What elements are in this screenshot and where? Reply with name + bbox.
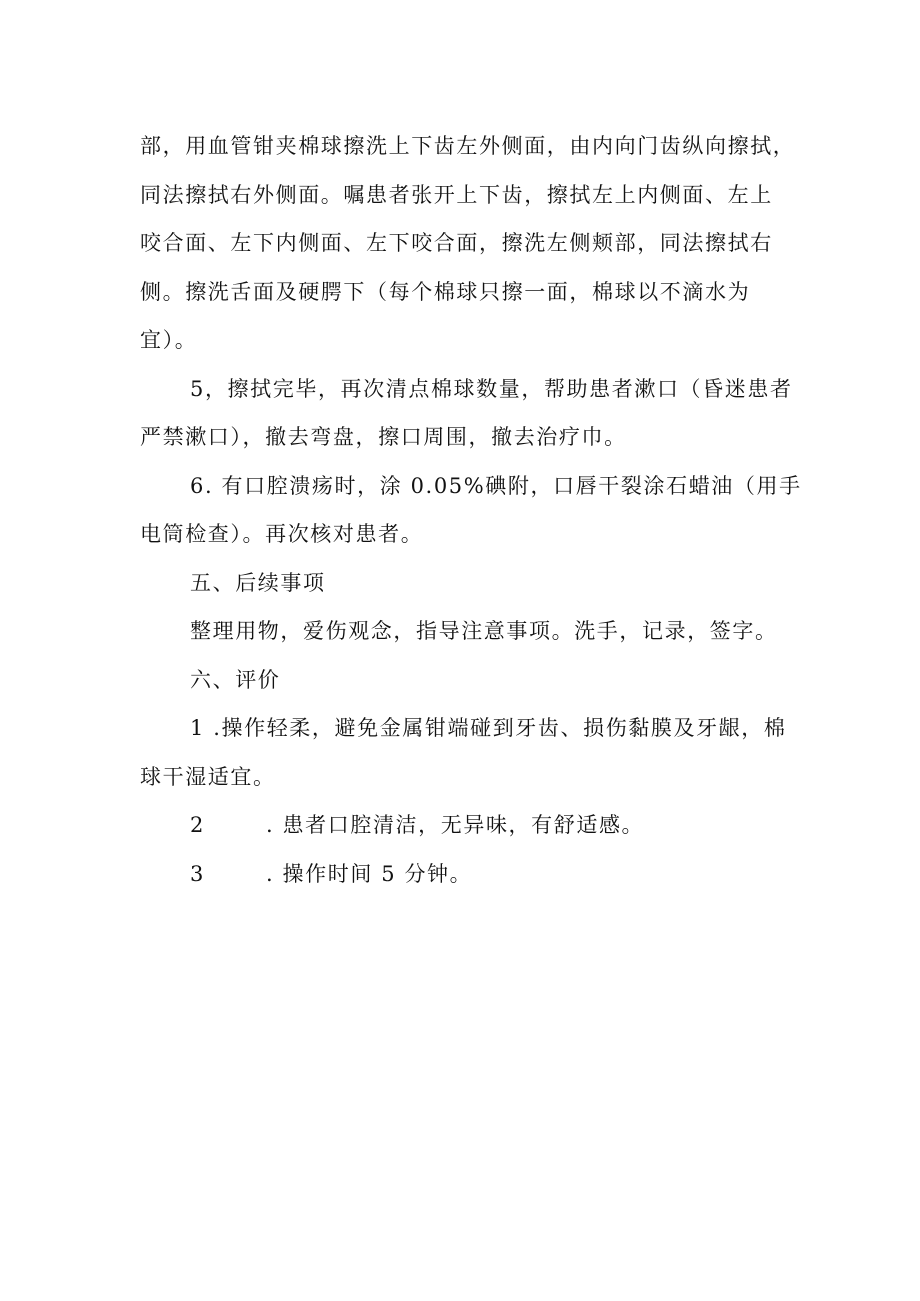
section-heading-evaluation	[140, 656, 790, 705]
list-item	[140, 850, 790, 899]
list-text: . 操作时间 5 分钟。	[266, 861, 473, 886]
text-line: 1 .操作轻柔，避免金属钳端碰到牙齿、损伤黏膜及牙龈，棉	[190, 716, 787, 740]
list-number: 3	[190, 861, 205, 886]
paragraph-follow-up	[140, 607, 790, 656]
paragraph-oral-cleaning-steps	[140, 122, 796, 365]
text-line: 宜）。	[140, 328, 198, 352]
text-line: 整理用物，爱伤观念，指导注意事项。洗手，记录，签字。	[190, 619, 778, 643]
paragraph-step-6	[140, 462, 802, 559]
text-line: 5，擦拭完毕，再次清点棉球数量，帮助患者漱口（昏迷患者	[190, 376, 793, 401]
text-line: 电筒检查）。再次核对患者。	[140, 522, 424, 546]
list-item-evaluation-2	[140, 801, 790, 850]
list-number: 2	[190, 813, 205, 837]
list-text: . 患者口腔清洁，无异味，有舒适感。	[266, 813, 645, 837]
list-item-evaluation-3	[140, 850, 790, 899]
text-line: 严禁漱口），撤去弯盘，擦口周围，撤去治疗巾。	[140, 425, 627, 449]
list-item	[140, 801, 790, 850]
text-line: 咬合面、左下内侧面、左下咬合面，擦洗左侧颊部，同法擦拭右	[140, 231, 773, 255]
text-line: 6. 有口腔溃疡时，涂 0.05%碘附，口唇干裂涂石蜡油（用手	[190, 473, 802, 498]
text-line: 同法擦拭右外侧面。嘱患者张开上下齿，擦拭左上内侧面、左上	[140, 182, 773, 207]
document-body	[140, 122, 802, 898]
section-heading-follow-up	[140, 559, 790, 608]
paragraph-evaluation-1	[140, 704, 790, 801]
text-line: 侧。擦洗舌面及硬腭下（每个棉球只擦一面，棉球以不滴水为	[140, 279, 751, 304]
paragraph-step-5	[140, 365, 793, 462]
heading-text: 五、后续事项	[190, 570, 326, 595]
heading-text: 六、评价	[190, 667, 281, 692]
text-line: 部，用血管钳夹棉球擦洗上下齿左外侧面，由内向门齿纵向擦拭，	[140, 134, 796, 158]
text-line: 球干湿适宜。	[140, 764, 276, 789]
